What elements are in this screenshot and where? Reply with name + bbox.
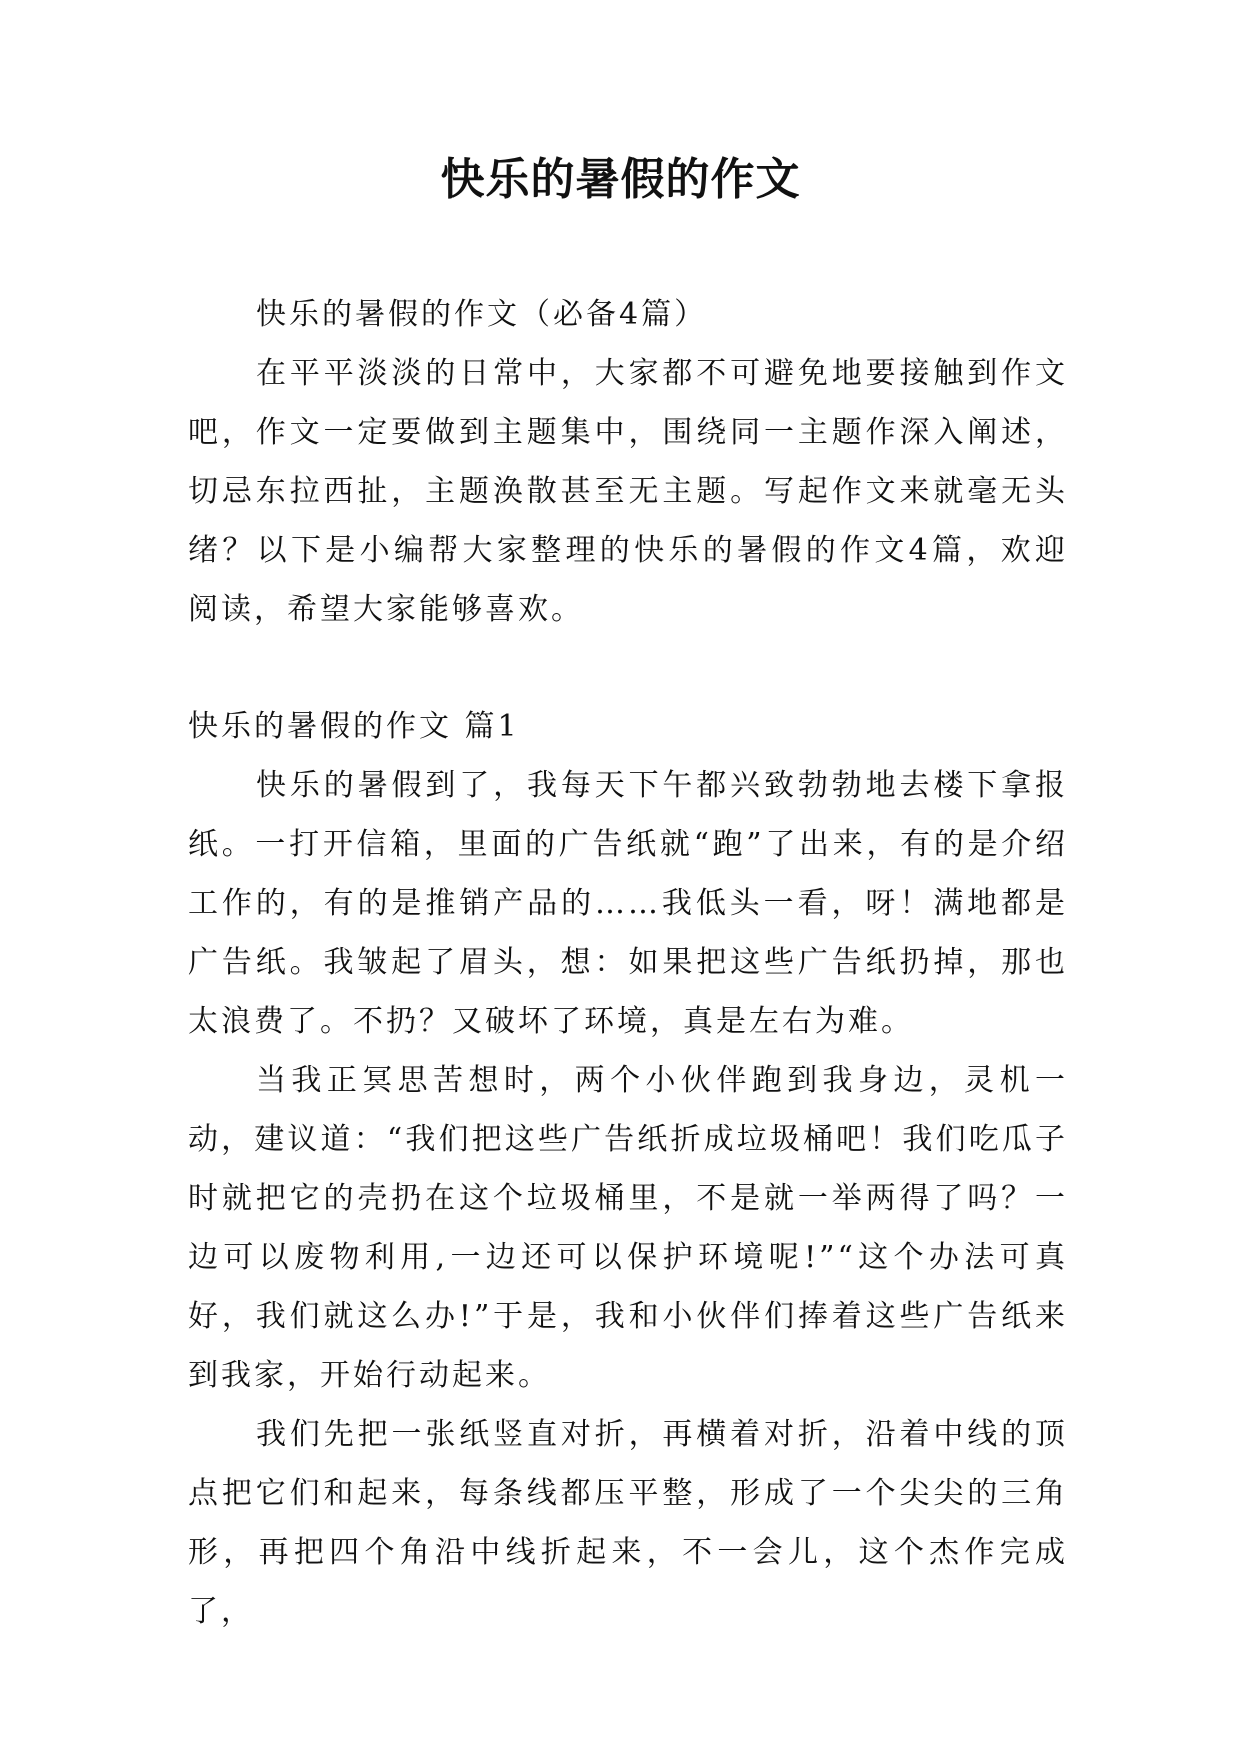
body-paragraph: 当我正冥思苦想时，两个小伙伴跑到我身边，灵机一动，建议道：“我们把这些广告纸折成垃圾桶吧！我们吃瓜子时就把它的壳扔在这个垃圾桶里，不是就一举两得了吗？一边可以废物利用,一边还可以保护环境呢!”“这个办法可真好，我们就这么办!”于是，我和小伙伴们捧着这些广告纸来到我家，开始行动起来。 [188,1063,1068,1393]
intro-paragraph: 在平平淡淡的日常中，大家都不可避免地要接触到作文吧，作文一定要做到主题集中，围绕同一主题作深入阐述，切忌东拉西扯，主题涣散甚至无主题。写起作文来就毫无头绪？以下是小编帮大家整理的快乐的暑假的作文4篇，欢迎阅读，希望大家能够喜欢。 [188,356,1068,627]
document-subtitle: 快乐的暑假的作文（必备4篇） [256,297,708,332]
body-paragraph: 快乐的暑假到了，我每天下午都兴致勃勃地去楼下拿报纸。一打开信箱，里面的广告纸就“跑”了出来，有的是介绍工作的，有的是推销产品的……我低头一看，呀！满地都是广告纸。我皱起了眉头，想：如果把这些广告纸扔掉，那也太浪费了。不扔？又破坏了环境，真是左右为难。 [188,768,1068,1039]
document-body [188,285,1068,1641]
body-paragraph: 我们先把一张纸竖直对折，再横着对折，沿着中线的顶点把它们和起来，每条线都压平整，形成了一个尖尖的三角形，再把四个角沿中线折起来，不一会儿，这个杰作完成了， [188,1417,1068,1629]
section-spacer [188,639,1068,697]
document-title: 快乐的暑假的作文 [440,154,801,205]
section-heading: 快乐的暑假的作文 篇1 [188,709,520,744]
